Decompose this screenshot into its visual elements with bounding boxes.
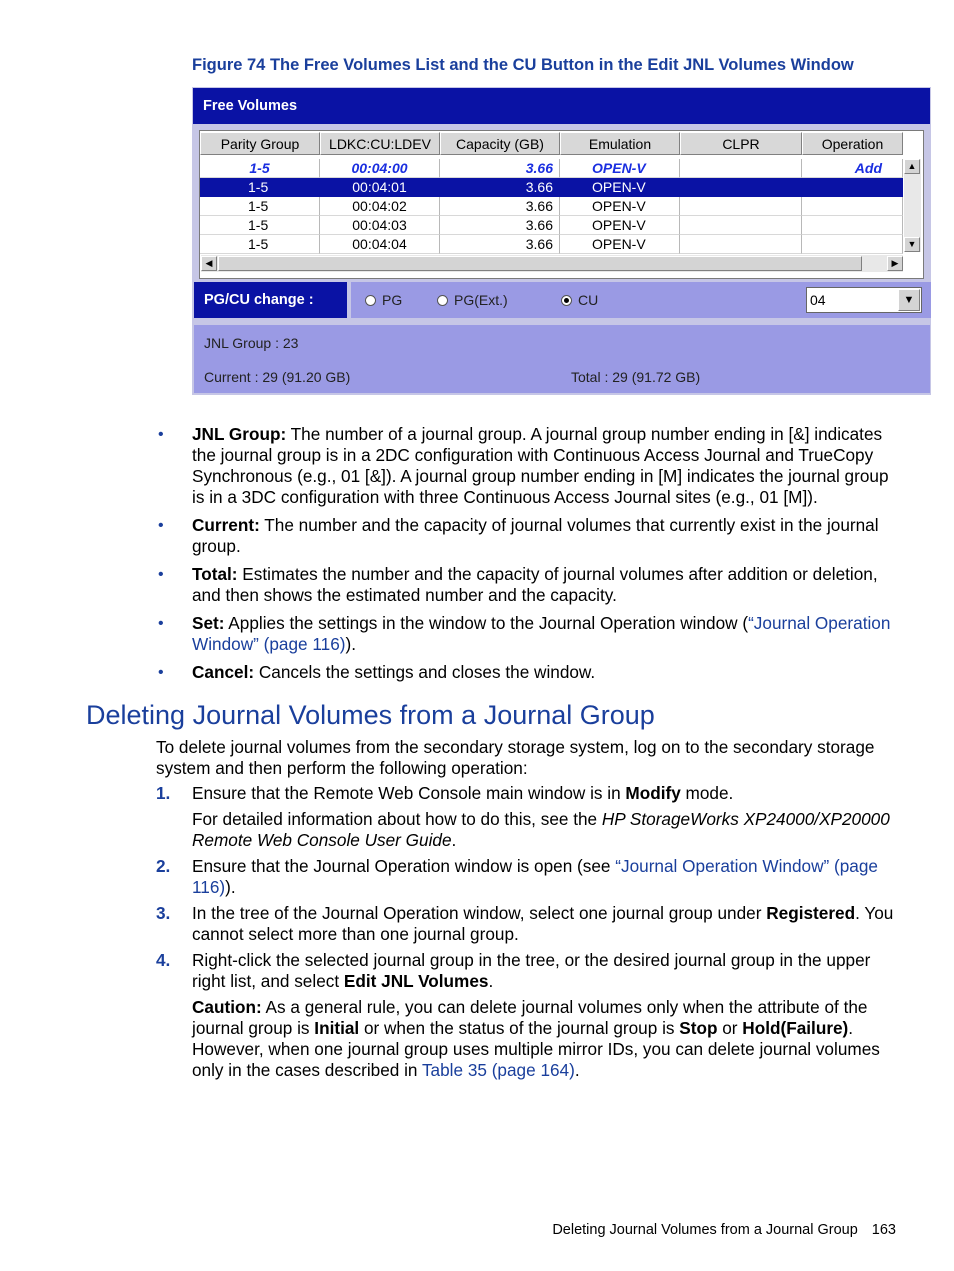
table-cell: OPEN-V	[560, 178, 680, 197]
page-footer	[552, 1222, 896, 1238]
total-label: Total : 29 (91.72 GB)	[571, 369, 701, 385]
term: Current:	[192, 515, 260, 535]
dropdown-arrow-icon[interactable]: ▼	[898, 289, 920, 311]
caution-emphasis: Stop	[679, 1018, 718, 1038]
vertical-scrollbar[interactable]	[904, 159, 921, 252]
caution-text: As a general rule, you can delete journal volumes only when the attribute of the journal group is	[192, 997, 868, 1038]
step-text: mode.	[680, 783, 734, 803]
description: Applies the settings in the window to the Journal Operation window (	[224, 613, 749, 633]
table-cell: 1-5	[200, 197, 320, 216]
guide-title: HP StorageWorks XP24000/XP20000 Remote Web Console User Guide	[192, 809, 890, 850]
step	[156, 903, 902, 945]
step-number: 2.	[156, 856, 171, 876]
scroll-down-icon[interactable]: ▼	[904, 237, 920, 252]
table-cell: 00:04:03	[320, 216, 440, 235]
table-header	[200, 132, 903, 156]
pg-cu-change-bar	[192, 282, 931, 318]
table-row[interactable]	[200, 197, 903, 216]
caution-text: or	[717, 1018, 743, 1038]
column-header[interactable]: Parity Group	[200, 132, 320, 155]
caution-text: .	[574, 1060, 580, 1080]
step	[156, 950, 902, 1081]
table-cell	[802, 178, 903, 197]
scroll-left-icon[interactable]: ◀	[201, 256, 217, 271]
table-cell	[680, 216, 802, 235]
step-text: For detailed information about how to do this, see the	[192, 809, 602, 829]
description: Cancels the settings and closes the window.	[254, 662, 596, 682]
list-item	[192, 515, 902, 557]
table-cell: 1-5	[200, 216, 320, 235]
table-35-link[interactable]: Table 35 (page 164)	[421, 1060, 575, 1080]
table-cell	[802, 235, 903, 254]
step	[156, 783, 902, 851]
list-item	[192, 662, 902, 683]
cu-select[interactable]	[806, 287, 922, 313]
section-intro: To delete journal volumes from the secondary storage system, log on to the secondary storage system and then perform the following operation:	[156, 737, 875, 778]
table-row[interactable]	[200, 216, 903, 235]
table-cell: 00:04:01	[320, 178, 440, 197]
step-text: Right-click the selected journal group in the tree, or the desired journal group in the upper right list, and select	[192, 950, 871, 991]
caution-text: . However, when one journal group uses multiple mirror IDs, you can delete journal volumes only in the cases described in	[192, 1018, 880, 1080]
jnl-group-label: JNL Group : 23	[204, 335, 299, 351]
free-volumes-figure	[192, 87, 931, 395]
radio-pg-label: PG	[382, 292, 403, 308]
scroll-up-icon[interactable]: ▲	[904, 159, 920, 174]
column-header[interactable]: Emulation	[560, 132, 680, 155]
table-cell: OPEN-V	[560, 159, 680, 178]
table-cell	[680, 235, 802, 254]
table-cell: 1-5	[200, 235, 320, 254]
scroll-right-icon[interactable]: ▶	[887, 256, 903, 271]
table-cell: 1-5	[200, 159, 320, 178]
horizontal-scrollbar[interactable]	[201, 255, 903, 272]
table-cell: 00:04:04	[320, 235, 440, 254]
radio-button-icon	[365, 295, 376, 306]
step-text: .	[451, 830, 457, 850]
field-descriptions	[192, 424, 902, 690]
table-row[interactable]	[200, 235, 903, 254]
table-cell: 3.66	[440, 159, 560, 178]
table-cell: 00:04:00	[320, 159, 440, 178]
journal-operation-window-link[interactable]: “Journal Operation Window” (page 116)	[192, 856, 878, 897]
list-item	[192, 424, 902, 508]
step	[156, 856, 902, 898]
free-volumes-title: Free Volumes	[193, 88, 930, 124]
caution-emphasis: Initial	[314, 1018, 360, 1038]
pg-cu-change-label: PG/CU change :	[194, 282, 347, 318]
column-header[interactable]: Capacity (GB)	[440, 132, 560, 155]
term: Set:	[192, 613, 225, 633]
step-text: . You cannot select more than one journal group.	[192, 903, 894, 944]
term: Cancel:	[192, 662, 255, 682]
table-cell	[802, 216, 903, 235]
step-text: .	[488, 971, 494, 991]
step-emphasis: Modify	[625, 783, 681, 803]
step-text: In the tree of the Journal Operation window, select one journal group under	[192, 903, 767, 923]
step-emphasis: Edit JNL Volumes	[343, 971, 489, 991]
table-cell: OPEN-V	[560, 216, 680, 235]
radio-pg-ext[interactable]	[437, 292, 508, 308]
description: The number and the capacity of journal volumes that currently exist in the journal group.	[192, 515, 879, 556]
term: JNL Group:	[192, 424, 287, 444]
current-label: Current : 29 (91.20 GB)	[204, 369, 351, 385]
step-text: Ensure that the Journal Operation window is open (see	[192, 856, 616, 876]
table-cell: 1-5	[200, 178, 320, 197]
table-cell: OPEN-V	[560, 197, 680, 216]
caution-note	[192, 997, 902, 1081]
table-cell	[802, 197, 903, 216]
step-number: 1.	[156, 783, 171, 803]
column-header[interactable]: LDKC:CU:LDEV	[320, 132, 440, 155]
jnl-info-panel	[194, 325, 930, 393]
step-emphasis: Registered	[766, 903, 856, 923]
scroll-thumb[interactable]	[218, 256, 862, 271]
list-item	[192, 564, 902, 606]
cu-select-value: 04	[810, 292, 826, 308]
table-cell: 3.66	[440, 235, 560, 254]
caution-emphasis: Hold(Failure)	[742, 1018, 849, 1038]
footer-title: Deleting Journal Volumes from a Journal Group	[552, 1222, 858, 1238]
table-cell: 3.66	[440, 197, 560, 216]
table-row[interactable]	[200, 159, 903, 178]
radio-cu-label: CU	[578, 292, 599, 308]
step-number: 3.	[156, 903, 171, 923]
column-header[interactable]: Operation	[802, 132, 903, 155]
column-header[interactable]: CLPR	[680, 132, 802, 155]
figure-caption: Figure 74 The Free Volumes List and the CU Button in the Edit JNL Volumes Window	[192, 56, 854, 74]
table-cell: OPEN-V	[560, 235, 680, 254]
radio-button-icon	[437, 295, 448, 306]
description: The number of a journal group. A journal group number ending in [&] indicates the journal group is in a 2DC configuration with Continuous Access Journal and TrueCopy Synchronous (e.g., 01 [&]). A journal group number ending in [M] indicates the journal group is in a 3DC configuration with three Continuous Access Journal sites (e.g., 01 [M]).	[192, 424, 889, 507]
radio-cu[interactable]	[561, 292, 598, 308]
term: Total:	[192, 564, 238, 584]
section-heading: Deleting Journal Volumes from a Journal Group	[86, 700, 655, 730]
table-cell: 3.66	[440, 178, 560, 197]
page-number: 163	[871, 1222, 896, 1238]
procedure-steps	[156, 783, 902, 1086]
table-cell	[680, 178, 802, 197]
free-volumes-table	[199, 130, 924, 279]
table-cell: 3.66	[440, 216, 560, 235]
caution-text: or when the status of the journal group is	[359, 1018, 680, 1038]
caution-term: Caution:	[192, 997, 262, 1017]
table-cell	[680, 197, 802, 216]
step-number: 4.	[156, 950, 171, 970]
description: Estimates the number and the capacity of journal volumes after addition or deletion, and then shows the estimated number and the capacity.	[192, 564, 878, 605]
step-text: Ensure that the Remote Web Console main window is in	[192, 783, 626, 803]
radio-button-selected-icon	[561, 295, 572, 306]
list-item	[192, 613, 902, 655]
radio-pg-ext-label: PG(Ext.)	[454, 292, 508, 308]
pg-cu-change-panel	[351, 282, 931, 318]
description-end: ).	[345, 634, 356, 654]
table-cell: Add	[802, 159, 903, 178]
radio-pg[interactable]	[365, 292, 402, 308]
table-cell: 00:04:02	[320, 197, 440, 216]
step-text: ).	[225, 877, 236, 897]
table-cell	[680, 159, 802, 178]
table-row[interactable]	[200, 178, 903, 197]
journal-operation-window-link[interactable]: “Journal Operation Window” (page 116)	[192, 613, 891, 654]
